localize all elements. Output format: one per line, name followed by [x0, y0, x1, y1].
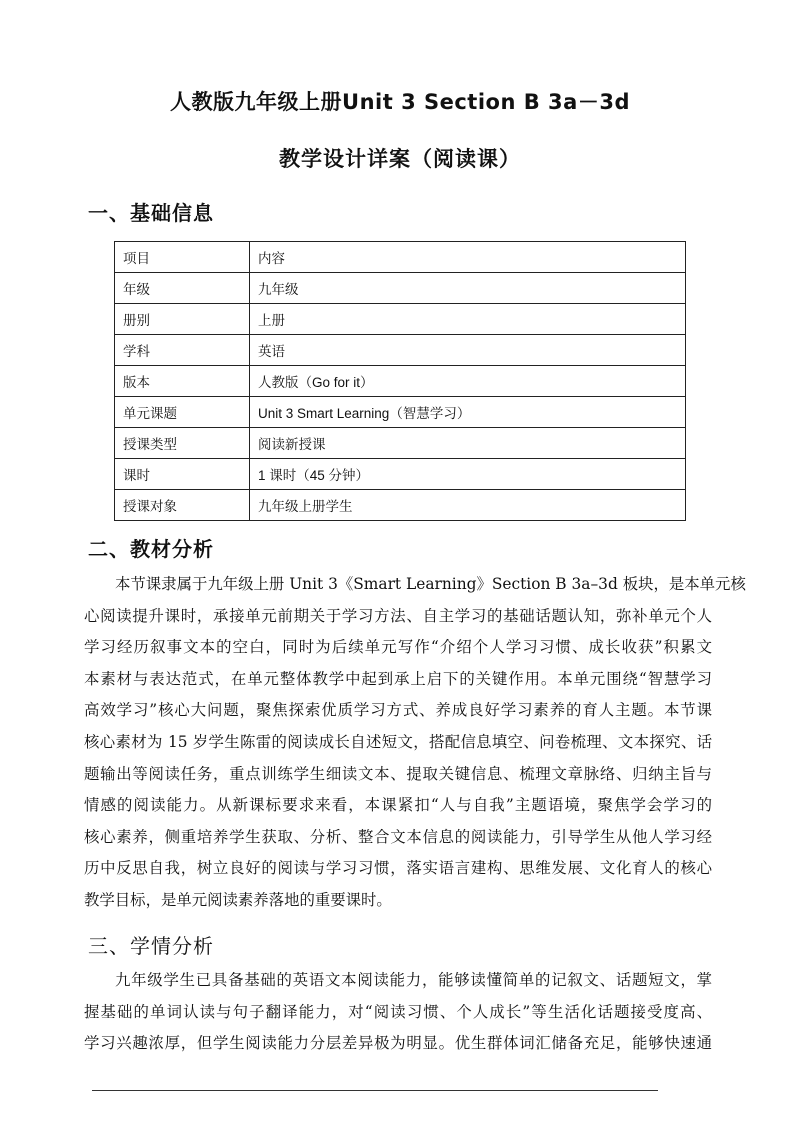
footer-divider [92, 1090, 658, 1091]
table-row [115, 397, 686, 428]
table-row [115, 459, 686, 490]
table-cell: 课时 [115, 459, 250, 490]
table-cell: 英语 [250, 335, 686, 366]
table-cell: 阅读新授课 [250, 428, 686, 459]
table-cell: 项目 [115, 242, 250, 273]
paragraph-line: 题输出等阅读任务，重点训练学生细读文本、提取关键信息、梳理文章脉络、归纳主旨与 [84, 764, 712, 783]
document-subtitle: 教学设计详案（阅读课） [279, 147, 521, 171]
paragraph-line: 握基础的单词认读与句子翻译能力，对“阅读习惯、个人成长”等生活化话题接受度高、 [84, 1002, 712, 1021]
table-cell: 上册 [250, 304, 686, 335]
paragraph-line: 核心素材为 15 岁学生陈雷的阅读成长自述短文，搭配信息填空、问卷梳理、文本探究、话 [84, 732, 712, 751]
table-cell: 授课对象 [115, 490, 250, 521]
section-heading-basic-info: 一、基础信息 [88, 201, 214, 225]
basic-info-table [114, 241, 686, 521]
table-cell: 学科 [115, 335, 250, 366]
paragraph-line: 学习经历叙事文本的空白，同时为后续单元写作“介绍个人学习习惯、成长收获”积累文 [84, 638, 712, 657]
table-cell: Unit 3 Smart Learning（智慧学习） [250, 397, 686, 428]
section-heading-learner-analysis: 三、学情分析 [88, 934, 214, 958]
table-row [115, 242, 686, 273]
table-row [115, 366, 686, 397]
textbook-analysis-paragraph [84, 569, 746, 917]
table-cell: 九年级上册学生 [250, 490, 686, 521]
paragraph-line: 历中反思自我，树立良好的阅读与学习习惯，落实语言建构、思维发展、文化育人的核心 [84, 859, 712, 878]
document-title: 人教版九年级上册Unit 3 Section B 3a－3d [170, 90, 630, 114]
table-cell: 单元课题 [115, 397, 250, 428]
table-cell: 年级 [115, 273, 250, 304]
table-row [115, 335, 686, 366]
table-row [115, 428, 686, 459]
table-cell: 册别 [115, 304, 250, 335]
table-cell: 人教版（Go for it） [250, 366, 686, 397]
paragraph-line: 情感的阅读能力。从新课标要求来看，本课紧扣“人与自我”主题语境，聚焦学会学习的 [84, 796, 712, 815]
paragraph-line: 本节课隶属于九年级上册 Unit 3《Smart Learning》Section B 3a–3d 板块，是本单元核 [115, 575, 746, 593]
paragraph-line: 九年级学生已具备基础的英语文本阅读能力，能够读懂简单的记叙文、话题短文，掌 [115, 971, 712, 989]
table-cell: 授课类型 [115, 428, 250, 459]
paragraph-line: 心阅读提升课时，承接单元前期关于学习方法、自主学习的基础话题认知，弥补单元个人 [84, 606, 712, 625]
paragraph-line: 教学目标，是单元阅读素养落地的重要课时。 [84, 890, 392, 909]
table-row [115, 304, 686, 335]
table-cell: 1 课时（45 分钟） [250, 459, 686, 490]
table-row [115, 273, 686, 304]
paragraph-line: 学习兴趣浓厚，但学生阅读能力分层差异极为明显。优生群体词汇储备充足，能够快速通 [84, 1034, 712, 1053]
learner-analysis-paragraph [84, 965, 712, 1060]
table-cell: 内容 [250, 242, 686, 273]
table-cell: 九年级 [250, 273, 686, 304]
table-row [115, 490, 686, 521]
table-cell: 版本 [115, 366, 250, 397]
paragraph-line: 核心素养，侧重培养学生获取、分析、整合文本信息的阅读能力，引导学生从他人学习经 [84, 827, 712, 846]
section-heading-textbook-analysis: 二、教材分析 [88, 537, 214, 561]
paragraph-line: 高效学习”核心大问题，聚焦探索优质学习方式、养成良好学习素养的育人主题。本节课 [84, 701, 712, 720]
paragraph-line: 本素材与表达范式，在单元整体教学中起到承上启下的关键作用。本单元围绕“智慧学习 [84, 669, 712, 688]
